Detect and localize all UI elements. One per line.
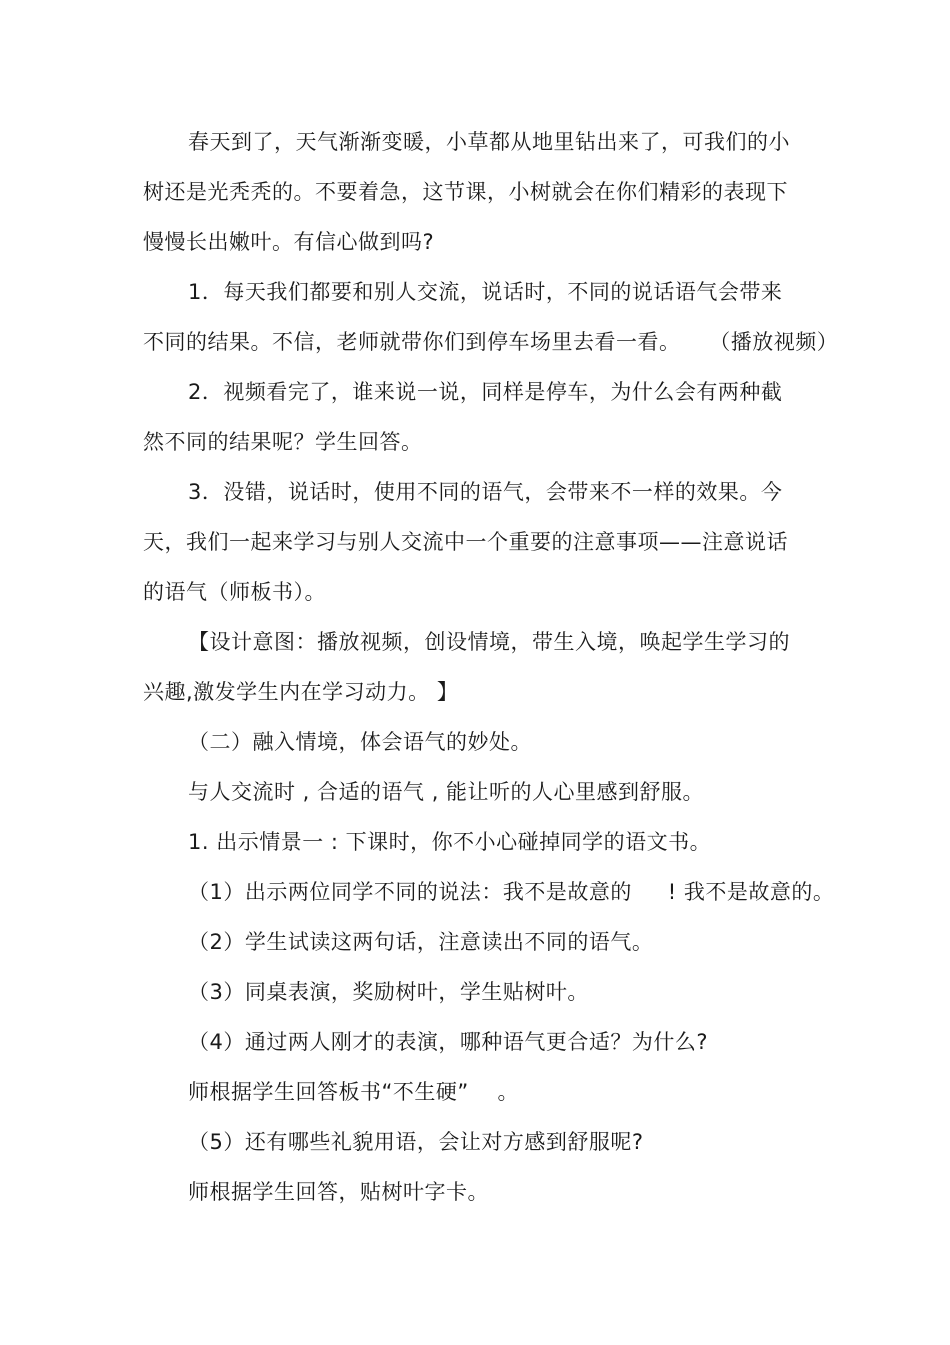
list-item: （5）还有哪些礼貌用语，会让对方感到舒服呢? [188, 1130, 644, 1154]
paragraph-line: 2．视频看完了，谁来说一说，同样是停车，为什么会有两种截 [188, 380, 783, 404]
paragraph-line: 天，我们一起来学习与别人交流中一个重要的注意事项——注意说话 [143, 530, 788, 554]
paragraph-line: 慢慢长出嫩叶。有信心做到吗? [143, 230, 435, 254]
paragraph-line: 不同的结果。不信，老师就带你们到停车场里去看一看。 （播放视频） [143, 330, 839, 354]
paragraph-line: 与人交流时 , 合适的语气 , 能让听的人心里感到舒服。 [188, 780, 705, 804]
paragraph-line: 1．每天我们都要和别人交流，说话时，不同的说话语气会带来 [188, 280, 783, 304]
paragraph-line: 师根据学生回答，贴树叶字卡。 [188, 1180, 489, 1204]
list-item: （1）出示两位同学不同的说法：我不是故意的 ! 我不是故意的。 [188, 880, 835, 904]
paragraph-line: 树还是光秃秃的。不要着急，这节课，小树就会在你们精彩的表现下 [143, 180, 788, 204]
paragraph-line: 1. 出示情景一 : 下课时，你不小心碰掉同学的语文书。 [188, 830, 712, 854]
list-item: （3）同桌表演，奖励树叶，学生贴树叶。 [188, 980, 589, 1004]
paragraph-line: 春天到了，天气渐渐变暖，小草都从地里钻出来了，可我们的小 [188, 130, 790, 154]
paragraph-line: 师根据学生回答板书“不生硬” 。 [188, 1080, 519, 1104]
paragraph-line: 然不同的结果呢？学生回答。 [143, 430, 423, 454]
section-heading: （二）融入情境，体会语气的妙处。 [188, 730, 532, 754]
design-intent-line: 【设计意图：播放视频，创设情境，带生入境，唤起学生学习的 [188, 630, 790, 654]
design-intent-line: 兴趣,激发学生内在学习动力。 】 [143, 680, 459, 704]
list-item: （2）学生试读这两句话，注意读出不同的语气。 [188, 930, 654, 954]
list-item: （4）通过两人刚才的表演，哪种语气更合适？为什么? [188, 1030, 709, 1054]
paragraph-line: 的语气（师板书）。 [143, 580, 326, 604]
paragraph-line: 3．没错，说话时，使用不同的语气，会带来不一样的效果。今 [188, 480, 783, 504]
